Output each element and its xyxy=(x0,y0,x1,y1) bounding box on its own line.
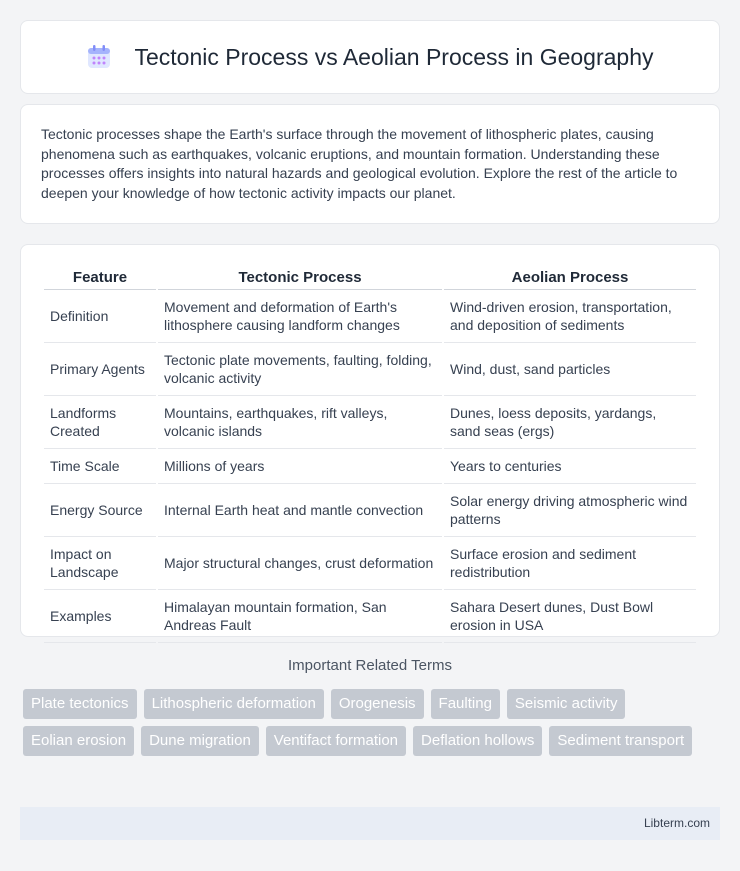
table-row xyxy=(44,290,696,343)
tag-sediment-transport[interactable]: Sediment transport xyxy=(549,726,692,756)
table-row xyxy=(44,343,696,396)
row-feature: Landforms Created xyxy=(44,396,156,449)
row-aeolian: Surface erosion and sediment redistribution xyxy=(444,537,696,590)
header-aeolian: Aeolian Process xyxy=(444,265,696,290)
row-feature: Impact on Landscape xyxy=(44,537,156,590)
tag-lithospheric-deformation[interactable]: Lithospheric deformation xyxy=(144,689,324,719)
table-row xyxy=(44,537,696,590)
row-tectonic: Tectonic plate movements, faulting, folding, volcanic activity xyxy=(158,343,442,396)
row-feature: Definition xyxy=(44,290,156,343)
row-tectonic: Mountains, earthquakes, rift valleys, volcanic islands xyxy=(158,396,442,449)
comparison-table-card xyxy=(20,244,720,637)
row-aeolian: Dunes, loess deposits, yardangs, sand seas (ergs) xyxy=(444,396,696,449)
row-aeolian: Wind-driven erosion, transportation, and deposition of sediments xyxy=(444,290,696,343)
row-aeolian: Solar energy driving atmospheric wind patterns xyxy=(444,484,696,537)
intro-text: Tectonic processes shape the Earth's surface through the movement of lithospheric plates, causing phenomena such as earthquakes, volcanic eruptions, and mountain formation. Understanding these processes offers insights into natural hazards and geological evolution. Explore the rest of the article to deepen your knowledge of how tectonic activity impacts our planet. xyxy=(41,126,678,201)
tag-seismic-activity[interactable]: Seismic activity xyxy=(507,689,626,719)
footer xyxy=(20,807,720,840)
row-tectonic: Movement and deformation of Earth's lithosphere causing landform changes xyxy=(158,290,442,343)
row-tectonic: Millions of years xyxy=(158,449,442,484)
table-row xyxy=(44,484,696,537)
header-card xyxy=(20,20,720,94)
tag-eolian-erosion[interactable]: Eolian erosion xyxy=(23,726,134,756)
tag-orogenesis[interactable]: Orogenesis xyxy=(331,689,424,719)
tag-plate-tectonics[interactable]: Plate tectonics xyxy=(23,689,137,719)
row-tectonic: Himalayan mountain formation, San Andreas Fault xyxy=(158,590,442,643)
row-aeolian: Wind, dust, sand particles xyxy=(444,343,696,396)
related-terms-title: Important Related Terms xyxy=(288,657,452,674)
intro-card xyxy=(20,104,720,224)
row-feature: Time Scale xyxy=(44,449,156,484)
row-aeolian: Sahara Desert dunes, Dust Bowl erosion in USA xyxy=(444,590,696,643)
table-row xyxy=(44,449,696,484)
tag-faulting[interactable]: Faulting xyxy=(431,689,500,719)
table-row xyxy=(44,396,696,449)
tag-deflation-hollows[interactable]: Deflation hollows xyxy=(413,726,542,756)
page-title: Tectonic Process vs Aeolian Process in Geography xyxy=(134,43,654,70)
tag-dune-migration[interactable]: Dune migration xyxy=(141,726,259,756)
header-feature: Feature xyxy=(44,265,156,290)
row-feature: Examples xyxy=(44,590,156,643)
row-feature: Primary Agents xyxy=(44,343,156,396)
table-header-row xyxy=(44,265,696,290)
table-row xyxy=(44,590,696,643)
calendar-icon xyxy=(86,44,112,70)
related-terms-tags xyxy=(23,689,723,756)
tag-ventifact-formation[interactable]: Ventifact formation xyxy=(266,726,406,756)
row-aeolian: Years to centuries xyxy=(444,449,696,484)
comparison-table xyxy=(42,265,698,643)
header-tectonic: Tectonic Process xyxy=(158,265,442,290)
row-tectonic: Internal Earth heat and mantle convection xyxy=(158,484,442,537)
footer-link[interactable]: Libterm.com xyxy=(643,816,710,830)
row-tectonic: Major structural changes, crust deformation xyxy=(158,537,442,590)
row-feature: Energy Source xyxy=(44,484,156,537)
